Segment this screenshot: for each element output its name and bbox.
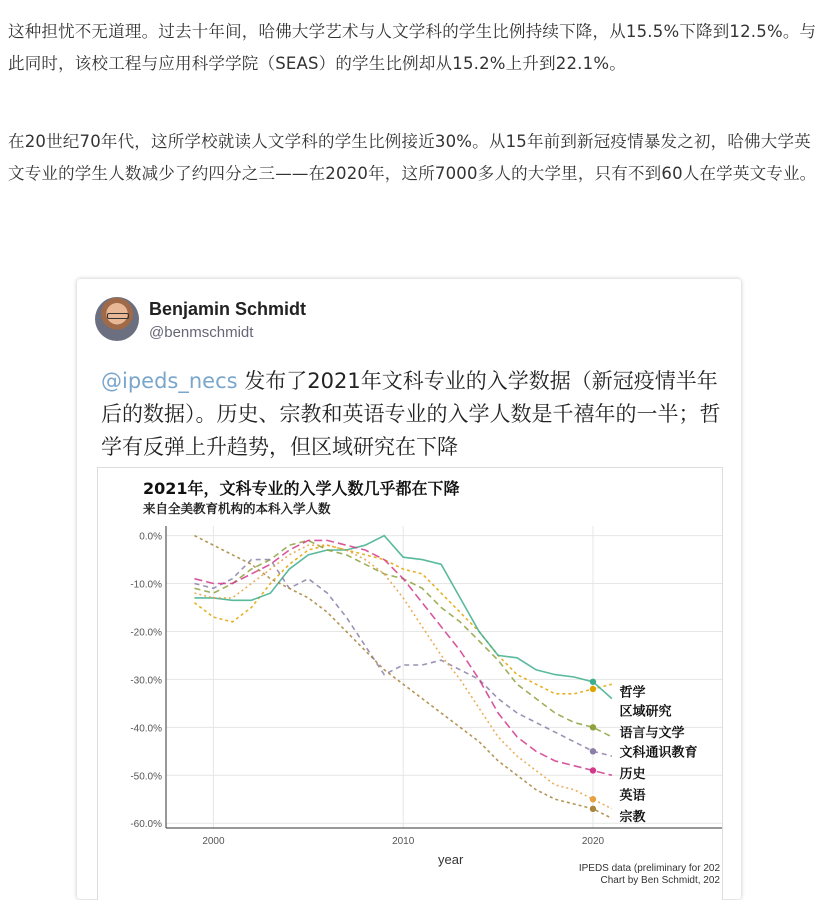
chart-credit-source: IPEDS data (preliminary for 202 xyxy=(578,863,720,874)
series-label: 语言与文学 xyxy=(619,725,685,741)
x-axis-label: year xyxy=(437,852,464,867)
series-point-2020 xyxy=(590,806,596,812)
series-point-2020 xyxy=(590,767,596,773)
author-handle: @benmschmidt xyxy=(149,324,254,341)
embedded-tweet-image xyxy=(77,279,741,899)
series-point-2020 xyxy=(590,724,596,730)
author-name: Benjamin Schmidt xyxy=(149,299,307,319)
series-point-2020 xyxy=(590,748,596,754)
tweet-text xyxy=(101,365,721,464)
chart-plot xyxy=(98,468,722,900)
series-label: 文科通识教育 xyxy=(619,744,698,760)
article-paragraph-2: 在20世纪70年代，这所学校就读人文学科的学生比例接近30%。从15年前到新冠疫情暴发之初，哈佛大学英文专业的学生人数减少了约四分之三——在2020年，这所7000多人的大学里，只有不到60人在学英文专业。 xyxy=(8,132,817,183)
y-tick-label: -10.0% xyxy=(130,579,162,591)
chart-credit-author: Chart by Ben Schmidt, 202 xyxy=(600,875,720,886)
x-tick-label: 2020 xyxy=(581,836,605,847)
y-tick-label: -20.0% xyxy=(130,627,162,639)
series-point-2020 xyxy=(590,796,596,802)
y-tick-label: 0.0% xyxy=(139,531,162,543)
x-tick-label: 2010 xyxy=(392,836,415,847)
y-tick-label: -50.0% xyxy=(130,771,162,783)
series-label: 区域研究 xyxy=(619,703,672,719)
tweet-body: 发布了2021年文科专业的入学数据（新冠疫情半年后的数据）。历史、宗教和英语专业的入学人数是千禧年的一半；哲学有反弹上升趋势，但区域研究在下降 xyxy=(101,369,721,459)
series-label: 宗教 xyxy=(619,809,646,825)
author-avatar xyxy=(95,297,139,341)
series-point-2020 xyxy=(590,679,596,685)
y-tick-label: -30.0% xyxy=(130,675,162,687)
enrollment-chart xyxy=(97,467,723,900)
series-label: 哲学 xyxy=(619,684,646,700)
article-paragraph-1: 这种担忧不无道理。过去十年间，哈佛大学艺术与人文学科的学生比例持续下降，从15.5%下降到12.5%。与此同时，该校工程与应用科学学院（SEAS）的学生比例却从15.2%上升到22.1%。 xyxy=(8,22,817,73)
series-label: 英语 xyxy=(619,787,646,803)
y-tick-label: -40.0% xyxy=(130,723,162,735)
mention-link: @ipeds_necs xyxy=(101,369,238,393)
chart-subtitle: 来自全美教育机构的本科入学人数 xyxy=(143,501,331,516)
series-point-2020 xyxy=(590,686,596,692)
x-tick-label: 2000 xyxy=(202,836,225,847)
y-tick-label: -60.0% xyxy=(130,819,162,831)
series-label: 历史 xyxy=(619,765,646,781)
chart-title: 2021年，文科专业的入学人数几乎都在下降 xyxy=(143,479,460,498)
